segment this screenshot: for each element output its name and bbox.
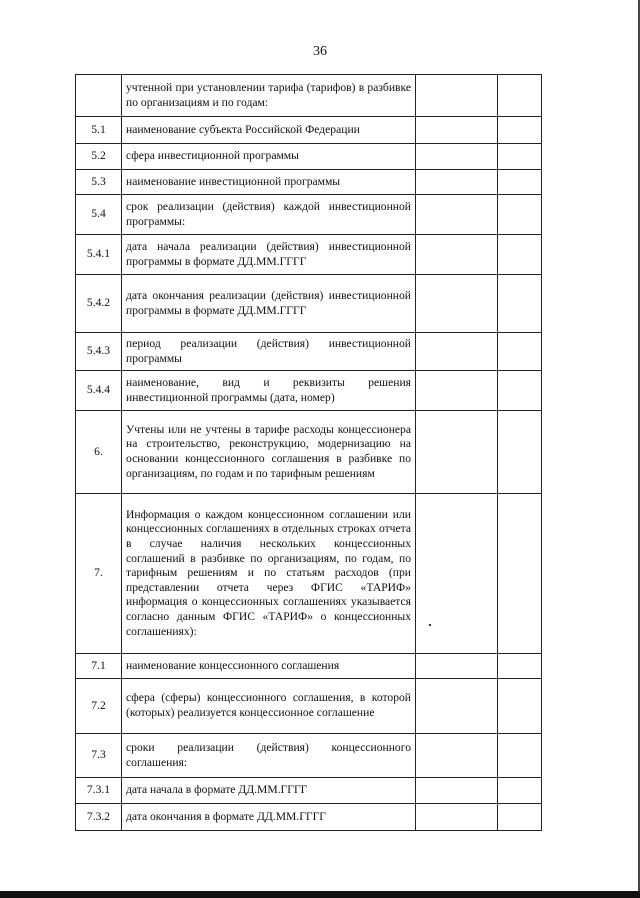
value-cell [416, 144, 498, 170]
row-description: дата окончания реализации (действия) инвестиционной программы в формате ДД.ММ.ГГГГ [122, 275, 416, 333]
page-number: 36 [313, 44, 327, 59]
table-row [76, 144, 542, 170]
value-cell [416, 411, 498, 494]
row-number: 5.4.2 [76, 275, 122, 333]
row-description: дата начала в формате ДД.ММ.ГГГГ [122, 778, 416, 804]
value-cell [416, 371, 498, 411]
table-row [76, 778, 542, 804]
value-cell [498, 117, 542, 144]
value-cell [498, 494, 542, 654]
value-cell [498, 275, 542, 333]
value-cell [498, 144, 542, 170]
table-row [76, 804, 542, 831]
row-description: Информация о каждом концессионном соглашении или концессионных соглашениях в отдельных строках отчета в случае наличия нескольких концессионных соглашений в разбивке по организациям, по годам, по тарифным решениям и по статьям расходов (при представлении отчета через ФГИС «ТАРИФ» информация о концессионных соглашениях указывается согласно данным ФГИС «ТАРИФ» о концессионных соглашениях): [122, 494, 416, 654]
value-cell [416, 117, 498, 144]
table-row [76, 494, 542, 654]
value-cell [416, 170, 498, 195]
value-cell [416, 275, 498, 333]
row-number: 5.4 [76, 195, 122, 235]
value-cell [416, 679, 498, 734]
value-cell [416, 778, 498, 804]
table-row [76, 411, 542, 494]
value-cell [498, 333, 542, 371]
row-number: 7.1 [76, 654, 122, 679]
value-cell [416, 333, 498, 371]
row-number: 7.3 [76, 734, 122, 778]
value-cell [498, 679, 542, 734]
table-row [76, 275, 542, 333]
row-description: наименование инвестиционной программы [122, 170, 416, 195]
row-number: 7.2 [76, 679, 122, 734]
row-description: период реализации (действия) инвестиционной программы [122, 333, 416, 371]
table-row [76, 734, 542, 778]
value-cell [498, 195, 542, 235]
value-cell [416, 654, 498, 679]
row-number [76, 75, 122, 117]
table-row [76, 170, 542, 195]
value-cell [416, 75, 498, 117]
row-description: сфера (сферы) концессионного соглашения, в которой (которых) реализуется концессионное соглашение [122, 679, 416, 734]
row-description: наименование, вид и реквизиты решения инвестиционной программы (дата, номер) [122, 371, 416, 411]
table-row [76, 117, 542, 144]
row-number: 7. [76, 494, 122, 654]
row-number: 5.4.1 [76, 235, 122, 275]
row-number: 5.4.3 [76, 333, 122, 371]
row-number: 5.3 [76, 170, 122, 195]
value-cell [416, 195, 498, 235]
table-row [76, 371, 542, 411]
table-row [76, 654, 542, 679]
row-description: учтенной при установлении тарифа (тарифов) в разбивке по организациям и по годам: [122, 75, 416, 117]
value-cell [416, 804, 498, 831]
value-cell [498, 804, 542, 831]
scan-edge [0, 891, 640, 898]
value-cell [416, 734, 498, 778]
row-description: сроки реализации (действия) концессионного соглашения: [122, 734, 416, 778]
row-number: 5.2 [76, 144, 122, 170]
row-number: 6. [76, 411, 122, 494]
value-cell [498, 734, 542, 778]
table-row [76, 75, 542, 117]
value-cell [498, 654, 542, 679]
row-description: дата начала реализации (действия) инвестиционной программы в формате ДД.ММ.ГГГГ [122, 235, 416, 275]
scan-speck [429, 624, 431, 626]
row-number: 5.4.4 [76, 371, 122, 411]
value-cell [498, 778, 542, 804]
row-number: 7.3.2 [76, 804, 122, 831]
value-cell [498, 371, 542, 411]
row-description: наименование концессионного соглашения [122, 654, 416, 679]
row-description: Учтены или не учтены в тарифе расходы концессионера на строительство, реконструкцию, модернизацию на основании концессионного соглашения в разбивке по организациям, по годам и по тарифным решениям [122, 411, 416, 494]
value-cell [498, 170, 542, 195]
row-description: дата окончания в формате ДД.ММ.ГГГГ [122, 804, 416, 831]
table-row [76, 679, 542, 734]
row-description: сфера инвестиционной программы [122, 144, 416, 170]
value-cell [498, 75, 542, 117]
table-row [76, 235, 542, 275]
value-cell [416, 494, 498, 654]
row-number: 7.3.1 [76, 778, 122, 804]
row-description: наименование субъекта Российской Федерации [122, 117, 416, 144]
report-table [75, 74, 542, 831]
row-number: 5.1 [76, 117, 122, 144]
value-cell [498, 411, 542, 494]
value-cell [498, 235, 542, 275]
row-description: срок реализации (действия) каждой инвестиционной программы: [122, 195, 416, 235]
value-cell [416, 235, 498, 275]
table-row [76, 195, 542, 235]
table-row [76, 333, 542, 371]
